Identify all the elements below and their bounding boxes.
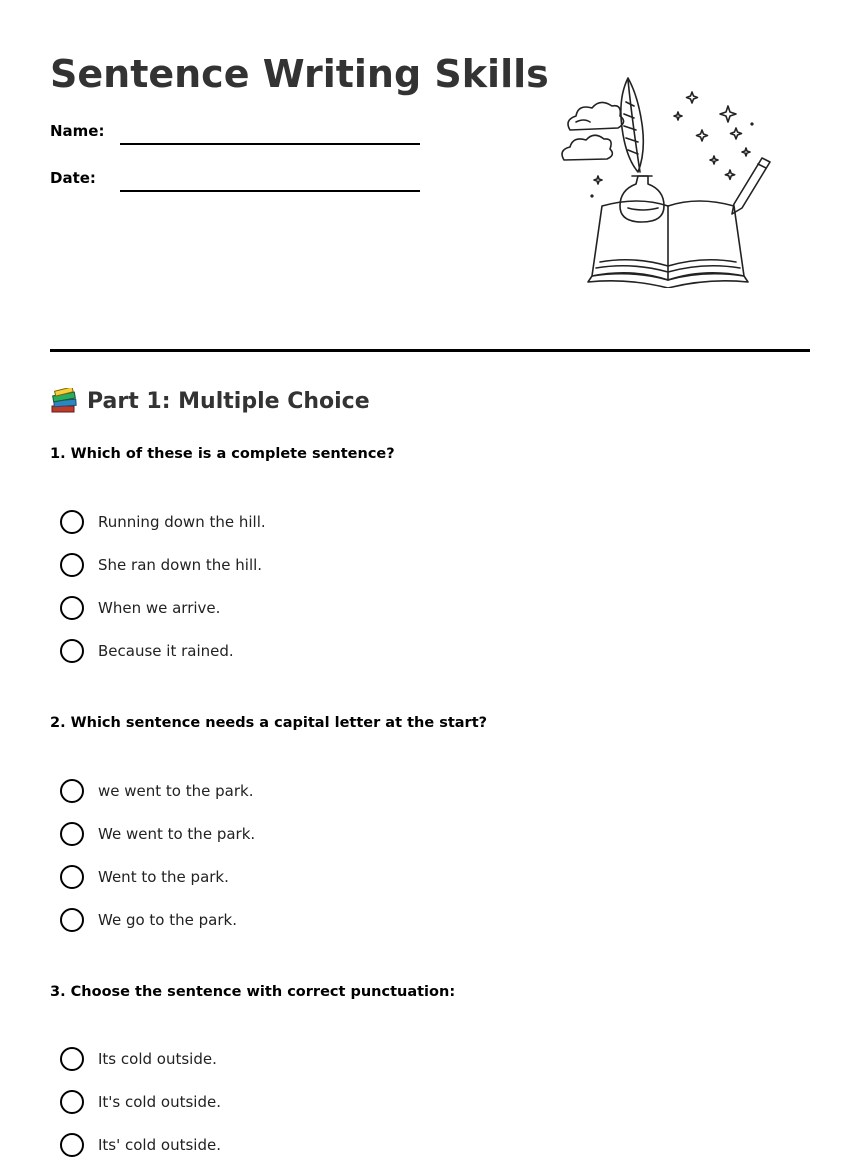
part1-title: Part 1: Multiple Choice — [87, 388, 370, 414]
radio-button[interactable] — [60, 596, 84, 620]
q1-option-c[interactable] — [60, 595, 220, 621]
radio-button[interactable] — [60, 1090, 84, 1114]
q1-option-d[interactable] — [60, 638, 234, 664]
option-label: She ran down the hill. — [98, 556, 263, 574]
option-label: We went to the park. — [98, 825, 256, 843]
q2-option-c[interactable] — [60, 864, 229, 890]
books-icon — [50, 388, 78, 414]
radio-button[interactable] — [60, 908, 84, 932]
option-label: Because it rained. — [98, 642, 234, 660]
option-label: we went to the park. — [98, 782, 254, 800]
date-label: Date: — [50, 169, 96, 187]
option-label: We go to the park. — [98, 911, 237, 929]
date-field[interactable] — [120, 190, 420, 192]
q2-option-b[interactable] — [60, 821, 255, 847]
option-label: Running down the hill. — [98, 513, 266, 531]
q1-option-a[interactable] — [60, 509, 266, 535]
radio-button[interactable] — [60, 779, 84, 803]
q3-option-b[interactable] — [60, 1089, 221, 1115]
question-3: 3. Choose the sentence with correct punctuation: — [50, 984, 456, 1000]
radio-button[interactable] — [60, 865, 84, 889]
question-1: 1. Which of these is a complete sentence? — [50, 446, 395, 462]
q3-option-c[interactable] — [60, 1132, 221, 1158]
q1-option-b[interactable] — [60, 552, 262, 578]
option-label: Went to the park. — [98, 868, 229, 886]
option-label: Its cold outside. — [98, 1050, 217, 1068]
radio-button[interactable] — [60, 553, 84, 577]
q2-option-d[interactable] — [60, 907, 237, 933]
radio-button[interactable] — [60, 639, 84, 663]
radio-button[interactable] — [60, 1047, 84, 1071]
section-divider — [50, 349, 810, 352]
option-label: When we arrive. — [98, 599, 221, 617]
option-label: It's cold outside. — [98, 1093, 221, 1111]
radio-button[interactable] — [60, 510, 84, 534]
q3-option-a[interactable] — [60, 1046, 217, 1072]
question-2: 2. Which sentence needs a capital letter at the start? — [50, 715, 488, 731]
q2-option-a[interactable] — [60, 778, 253, 804]
option-label: Its' cold outside. — [98, 1136, 221, 1154]
worksheet-title: Sentence Writing Skills — [50, 52, 549, 96]
quill-inkwell-book-icon — [556, 72, 782, 288]
name-label: Name: — [50, 122, 105, 140]
part1-heading — [50, 388, 370, 414]
radio-button[interactable] — [60, 1133, 84, 1157]
name-field[interactable] — [120, 143, 420, 145]
radio-button[interactable] — [60, 822, 84, 846]
